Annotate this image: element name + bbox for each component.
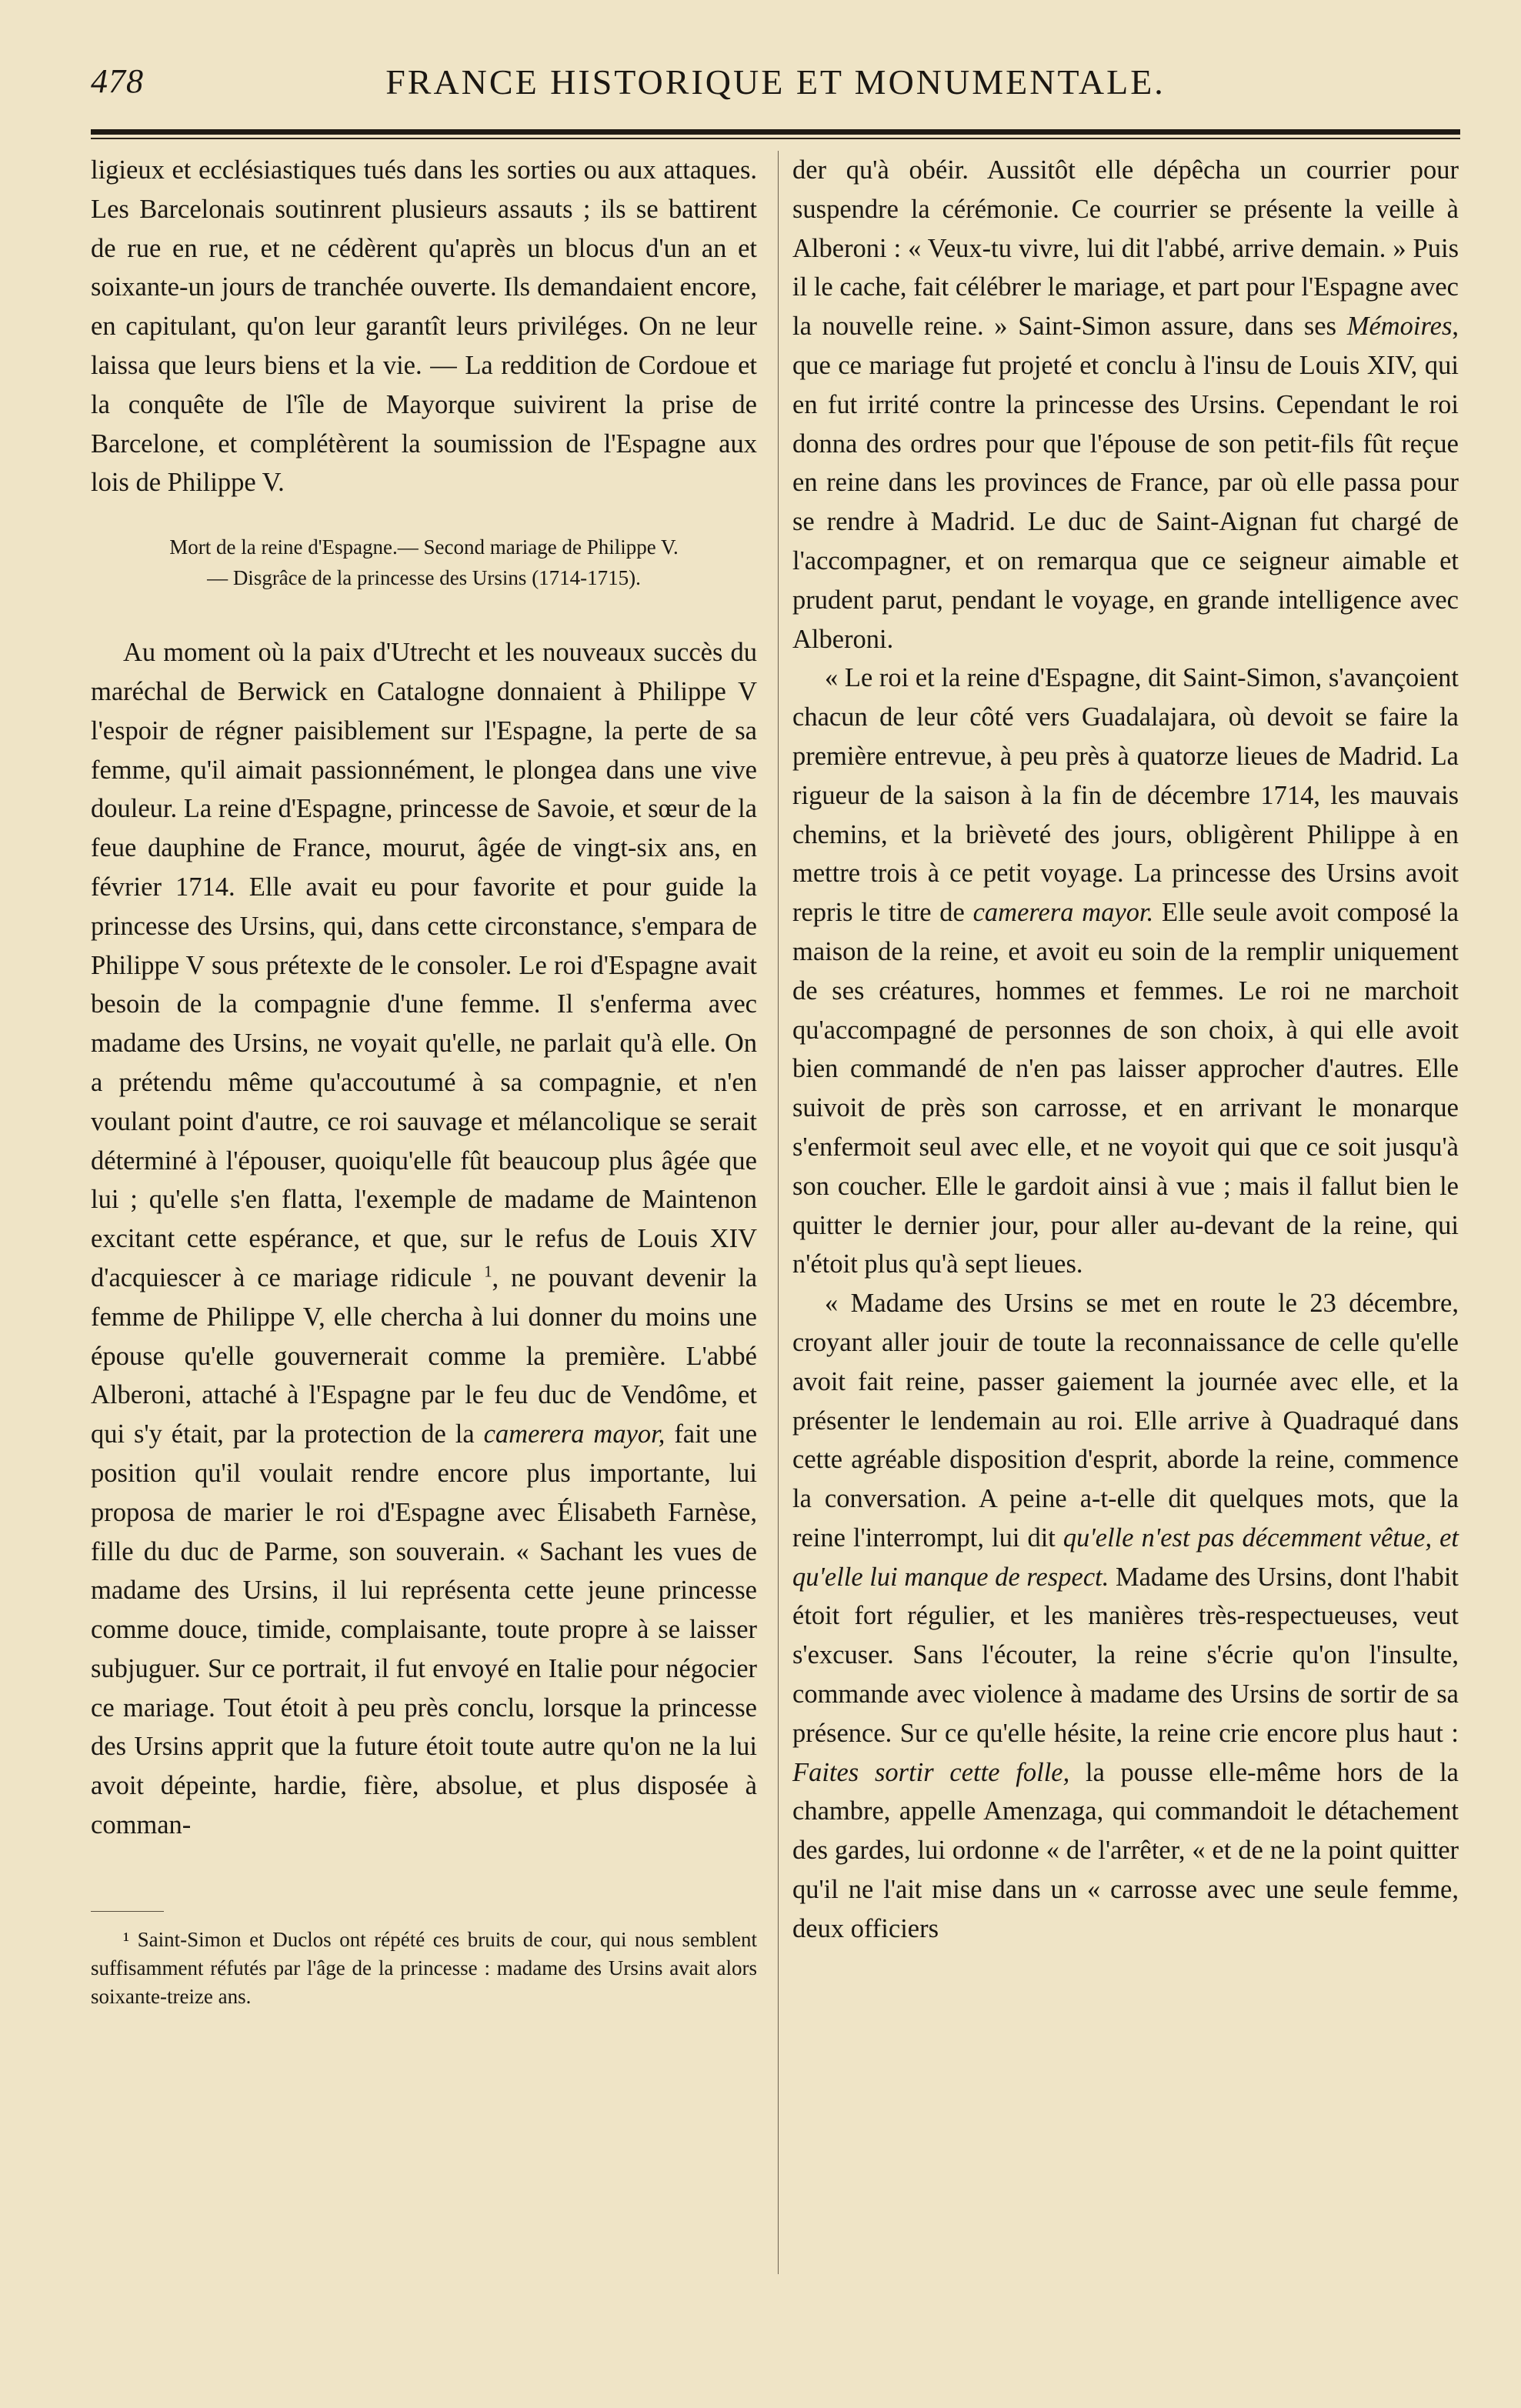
text-span: « Madame des Ursins se met en route le 23 décembre, croyant aller jouir de toute la reconnaissance de celle qu'elle avoit fait reine, passer gaiement la journée avec elle, et la présenter le lendemain au roi. Elle arrive à Quadraqué dans cette agréable disposition d'esprit, aborde la reine, commence la conversation. A peine a-t-elle dit quelques mots, que la reine l'interrompt, lui dit xyxy=(792,1289,1459,1553)
text-span: la pousse elle-même hors de la chambre, appelle Amenzaga, qui commandoit le détachement des gardes, lui ordonne « de l'arrêter, « et de ne la point quitter qu'il ne l'ait mise dans un « carrosse avec une seule femme, deux officiers xyxy=(792,1757,1459,1943)
text-span: , ne pouvant devenir la femme de Philippe V, elle chercha à lui donner du moins une épouse qu'elle gouvernerait comme la première. L'abbé Alberoni, attaché à l'Espagne par le feu duc de Vendôme, et qui s'y était, par la protection de la xyxy=(91,1262,758,1449)
footnote-divider xyxy=(91,1911,164,1912)
section-heading xyxy=(91,532,757,593)
footnote-marker: ¹ xyxy=(123,1927,130,1951)
text-span: « Le roi et la reine d'Espagne, dit Saint-Simon, s'avançoient chacun de leur côté vers Guadalajara, où devoit se faire la première entrevue, à peu près à quatorze lieues de Madrid. La rigueur de la saison à la fin de décembre 1714, les mauvais chemins, et la brièveté des jours, obligèrent Philippe à en mettre trois à ce petit voyage. La princesse des Ursins avoit repris le titre de xyxy=(792,663,1459,928)
italic-text: qu'elle n'est pas décemment vêtue, et qu'elle lui manque de respect. xyxy=(792,1523,1459,1592)
section-heading-line2: — Disgrâce de la princesse des Ursins (1714-1715). xyxy=(207,566,641,590)
italic-text: Faites sortir cette folle, xyxy=(792,1757,1070,1787)
column-divider xyxy=(778,151,779,2274)
running-title: FRANCE HISTORIQUE ET MONUMENTALE. xyxy=(385,62,1166,102)
text-span: , que ce mariage fut projeté et conclu à l'insu de Louis XIV, qui en fut irrité contre la princesse des Ursins. Cependant le roi donna des ordres pour que l'épouse de son petit-fils fût reçue en reine dans les provinces de France, par où elle passa pour se rendre à Madrid. Le duc de Saint-Aignan fut chargé de l'accompagner, et on remarqua que ce seigneur aimable et prudent parut, pendant le voyage, en grande intelligence avec Alberoni. xyxy=(792,312,1459,654)
italic-text: Mémoires xyxy=(1346,312,1453,342)
paragraph-disgrace xyxy=(792,1284,1459,1949)
page-header xyxy=(91,46,1460,115)
page-number: 478 xyxy=(91,62,144,100)
text-span: fait une position qu'il voulait rendre encore plus importante, lui proposa de marier le roi d'Espagne avec Élisabeth Farnèse, fille du duc de Parme, son souverain. « Sachant les vues de madame des Ursins, il lui représenta cette jeune princesse comme douce, timide, complaisante, toute propre à se laisser subjuguer. Sur ce portrait, il fut envoyé en Italie pour négocier ce mariage. Tout étoit à peu près conclu, lorsque la princesse des Ursins apprit que la future étoit toute autre qu'on ne la lui avoit dépeinte, hardie, fière, absolue, et plus disposée à comman- xyxy=(91,1419,758,1840)
italic-text: camerera mayor, xyxy=(483,1419,665,1449)
right-column xyxy=(792,151,1459,1949)
header-rule-thin xyxy=(91,138,1460,139)
text-span: der qu'à obéir. Aussitôt elle dépêcha un courrier pour suspendre la cérémonie. Ce courrier se présente la veille à Alberoni : « Veux-tu vivre, lui dit l'abbé, arrive demain. » Puis il le cache, fait célébrer le mariage, et part pour l'Espagne avec la nouvelle reine. » Saint-Simon assure, dans ses xyxy=(792,155,1459,342)
footnote xyxy=(91,1926,757,2011)
text-span: Au moment où la paix d'Utrecht et les nouveaux succès du maréchal de Berwick en Catalogne donnaient à Philippe V l'espoir de régner paisiblement sur l'Espagne, la perte de sa femme, qu'il aimait passionnément, le plongea dans une vive douleur. La reine d'Espagne, princesse de Savoie, et sœur de la feue dauphine de France, mourut, âgée de vingt-six ans, en février 1714. Elle avait eu pour favorite et pour guide la princesse des Ursins, qui, dans cette circonstance, s'empara de Philippe V sous prétexte de le consoler. Le roi d'Espagne avait besoin de la compagnie d'une femme. Il s'enferma avec madame des Ursins, ne voyait qu'elle, ne parlait qu'à elle. On a prétendu même qu'accoutumé à sa compagnie, et n'en voulant point d'autre, ce roi sauvage et mélancolique se serait déterminé à l'épouser, quoiqu'elle fût beaucoup plus âgée que lui ; qu'elle s'en flatta, l'exemple de madame de Maintenon excitant cette espérance, et que, sur le refus de Louis XIV d'acquiescer à ce mariage ridicule xyxy=(91,638,757,1292)
left-column xyxy=(91,151,757,2011)
text-span: Elle seule avoit composé la maison de la reine, et avoit eu soin de la remplir uniquement de ses créatures, hommes et femmes. Le roi ne marchoit qu'accompagné de personnes de son choix, à qui elle avoit bien commandé de n'en pas laisser approcher d'autres. Elle suivoit de près son carrosse, et en arrivant le monarque s'enfermoit seul avec elle, et ne voyoit qui que ce soit jusqu'à son coucher. Elle le gardoit ainsi à vue ; mais il fallut bien le quitter le dernier jour, pour aller au-devant de la reine, qui n'étoit plus qu'à sept lieues. xyxy=(792,898,1459,1279)
paragraph-barcelona: ligieux et ecclésiastiques tués dans les sorties ou aux attaques. Les Barcelonais soutinrent plusieurs assauts ; ils se battirent de rue en rue, et ne cédèrent qu'après un blocus d'un an et soixante-un jours de tranchée ouverte. Ils demandaient encore, en capitulant, qu'on leur garantît leurs priviléges. On ne leur laissa que leurs biens et la vie. — La reddition de Cordoue et la conquête de l'île de Mayorque suivirent la prise de Barcelone, et complétèrent la soumission de l'Espagne aux lois de Philippe V. xyxy=(91,155,757,498)
paragraph-journey xyxy=(792,659,1459,1284)
paragraph-alberoni xyxy=(792,151,1459,659)
italic-text: camerera mayor. xyxy=(972,898,1154,928)
footnote-text: Saint-Simon et Duclos ont répété ces bruits de cour, qui nous semblent suffisamment réfutés par l'âge de la princesse : madame des Ursins avait alors soixante-treize ans. xyxy=(91,1927,757,2008)
header-rule-thick xyxy=(91,129,1460,135)
footnote-reference: 1 xyxy=(484,1263,492,1281)
text-span: Madame des Ursins, dont l'habit étoit fort régulier, et les manières très-respectueuses, veut s'excuser. Sans l'écouter, la reine s'écrie qu'on l'insulte, commande avec violence à madame des Ursins de sortir de sa présence. Sur ce qu'elle hésite, la reine crie encore plus haut : xyxy=(792,1562,1459,1748)
paragraph-death-of-queen xyxy=(91,633,757,1845)
section-heading-line1: Mort de la reine d'Espagne.— Second mariage de Philippe V. xyxy=(169,535,679,559)
